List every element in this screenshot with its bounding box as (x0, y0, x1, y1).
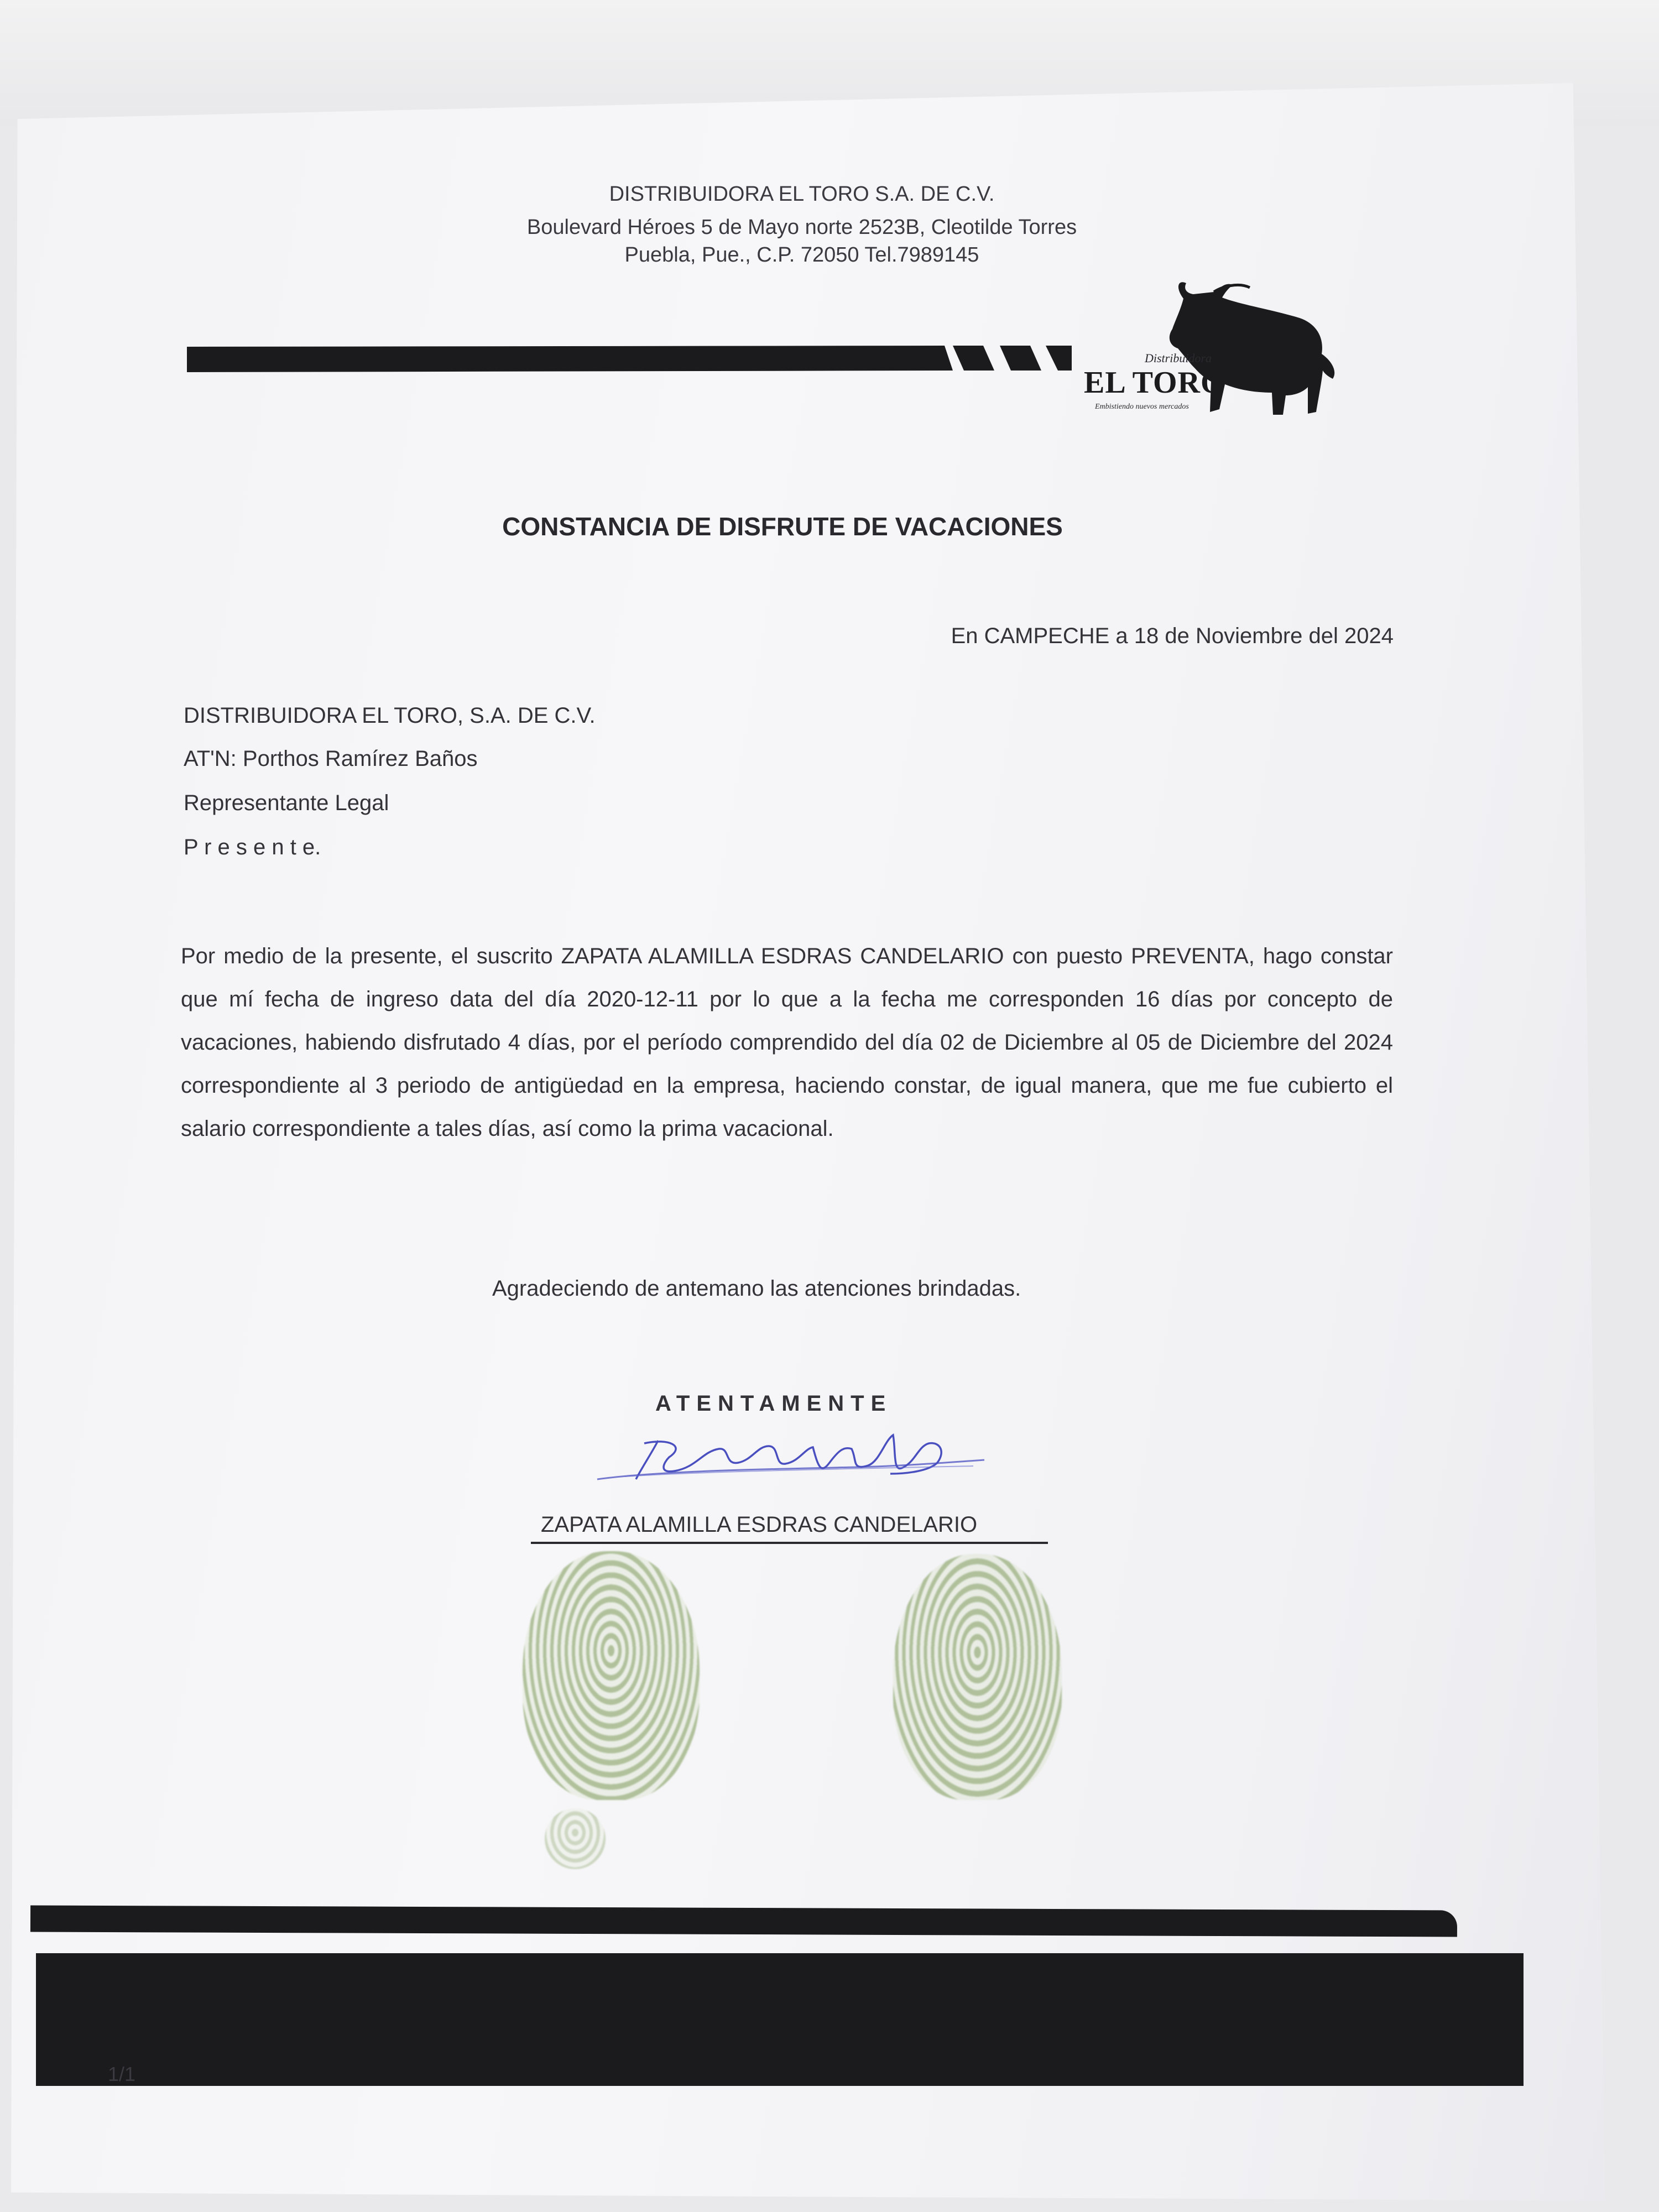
header-bar-main (187, 346, 953, 372)
place-date: En CAMPECHE a 18 de Noviembre del 2024 (951, 624, 1394, 648)
header-bar-dash-2 (1000, 346, 1041, 371)
fingerprint-right (893, 1554, 1062, 1800)
logo-brand: EL TORO (1084, 366, 1225, 400)
company-address: Boulevard Héroes 5 de Mayo norte 2523B, Cleotilde Torres (526, 216, 1077, 239)
header-bar (187, 340, 1072, 373)
closing-line: Agradeciendo de antemano las atenciones brindadas. (492, 1276, 1021, 1301)
header-bar-dash-1 (953, 346, 994, 371)
footer-bar-block (36, 1953, 1524, 2086)
logo-tagline: Embistiendo nuevos mercados (1095, 403, 1189, 411)
recipient-presente: P r e s e n t e. (184, 835, 321, 859)
header-bar-dash-3 (1046, 346, 1072, 371)
company-logo (1073, 276, 1371, 426)
recipient-company: DISTRIBUIDORA EL TORO, S.A. DE C.V. (184, 703, 596, 728)
footer-bar-top (30, 1905, 1457, 1937)
logo-small-text: Distribuidora (1145, 351, 1212, 365)
recipient-role: Representante Legal (184, 791, 389, 815)
signature-underline (531, 1542, 1048, 1544)
fingerprint-left-smudge (545, 1808, 606, 1869)
company-name: DISTRIBUIDORA EL TORO S.A. DE C.V. (609, 182, 995, 206)
recipient-attn: AT'N: Porthos Ramírez Baños (184, 747, 478, 771)
salutation: ATENTAMENTE (655, 1391, 893, 1416)
body-paragraph: Por medio de la presente, el suscrito ZAPATA ALAMILLA ESDRAS CANDELARIO con puesto PREVENTA, hago constar que mí fecha de ingreso data del día 2020-12-11 por lo que a la fecha me corresponden 16 días por concepto de vacaciones, habiendo disfrutado 4 días, por el período comprendido del día 02 de Diciembre al 05 de Diciembre del 2024 correspondiente al 3 periodo de antigüedad en la empresa, haciendo constar, de igual manera, que me fue cubierto el salario correspondiente a tales días, así como la prima vacacional. (181, 944, 1393, 1141)
page-number: 1/1 (108, 2063, 136, 2085)
signer-name: ZAPATA ALAMILLA ESDRAS CANDELARIO (541, 1512, 978, 1537)
signature (592, 1418, 990, 1501)
document-title: CONSTANCIA DE DISFRUTE DE VACACIONES (502, 512, 1063, 541)
company-city: Puebla, Pue., C.P. 72050 Tel.7989145 (624, 243, 979, 267)
fingerprint-left (523, 1551, 700, 1800)
